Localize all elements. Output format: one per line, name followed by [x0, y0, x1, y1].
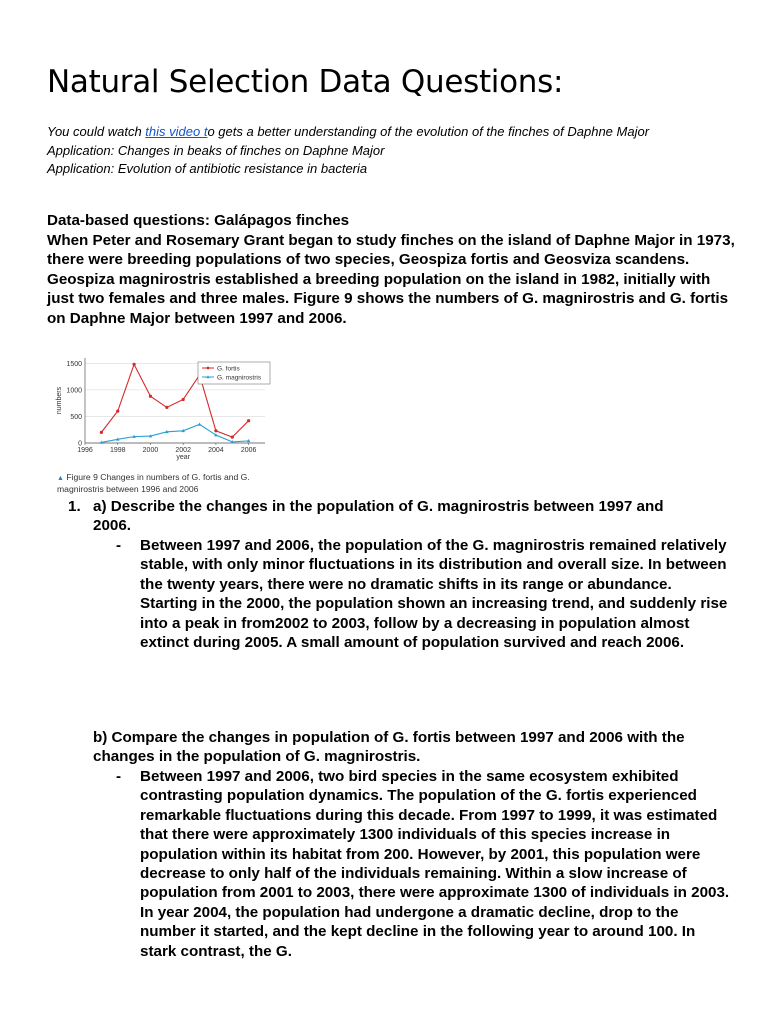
x-tick-label: 2002: [175, 447, 191, 454]
x-tick-label: 2004: [208, 447, 224, 454]
y-tick-label: 500: [70, 413, 82, 421]
y-tick-label: 0: [78, 440, 82, 448]
question-1b-text: b) Compare the changes in population of G. fortis between 1997 and 2006 with the changes in the population of G. magnirostris.: [93, 729, 685, 766]
question-1a: [68, 497, 708, 536]
y-tick-label: 1000: [66, 387, 82, 395]
data-point-g-fortis: [116, 410, 119, 413]
intro-notes: [47, 123, 727, 179]
question-1a-text: a) Describe the changes in the population of G. magnirostris between 1997 and 2006.: [93, 498, 664, 535]
data-point-g-fortis: [182, 398, 185, 401]
video-note-prefix: You could watch: [47, 124, 146, 139]
data-point-g-fortis: [214, 429, 217, 432]
video-link[interactable]: this video t: [145, 124, 208, 139]
answer-1b-text: Between 1997 and 2006, two bird species in the same ecosystem exhibited contrasting population dynamics. The population of the G. fortis experienced remarkable fluctuations during this decade. From 1997 to 1999, it was estimated that there were approximately 1300 individuals of this species increase in population within its habitat from 200. However, by 2001, this population were decrease to only half of the individuals remaining. Within a slow increase of population from 2001 to 2003, there were approximate 1300 of individuals in 2003. In year 2004, the population had undergone a dramatic decline, drop to the number it started, and the kept decline in the following year to around 100. In stark contrast, the G.: [140, 768, 730, 960]
data-point-g-fortis: [231, 436, 234, 439]
figure-caption: [57, 472, 297, 495]
legend-label: G. fortis: [217, 365, 240, 373]
answer-1a: [116, 536, 730, 652]
data-based-section: [47, 211, 737, 329]
video-note: [47, 123, 727, 142]
data-point-g-fortis: [100, 431, 103, 434]
question-1b: [93, 728, 733, 767]
x-tick-label: 1996: [77, 447, 93, 454]
application-note-beaks: Application: Changes in beaks of finches on Daphne Major: [47, 142, 385, 158]
legend-marker: [207, 367, 210, 370]
data-point-g-fortis: [247, 419, 250, 422]
answer-1b-bullet: -: [116, 768, 122, 785]
data-point-g-fortis: [149, 395, 152, 398]
answer-1a-bullet: -: [116, 537, 122, 554]
series-line-g-magnirostris: [101, 424, 248, 442]
population-line-chart: [55, 350, 295, 468]
data-point-g-fortis: [165, 406, 168, 409]
x-tick-label: 1998: [109, 447, 126, 454]
caption-triangle-icon: ▲: [57, 475, 64, 482]
x-tick-label: 2006: [240, 447, 257, 454]
page-title: Natural Selection Data Questions:: [47, 64, 564, 100]
data-point-g-fortis: [132, 363, 135, 366]
x-axis-label: year: [176, 454, 190, 461]
question-number: 1.: [68, 498, 81, 515]
y-tick-label: 1500: [66, 360, 82, 368]
legend-label: G. magnirostris: [217, 374, 262, 382]
y-axis-label: numbers: [56, 386, 63, 415]
application-note-antibiotic: Application: Evolution of antibiotic resistance in bacteria: [47, 161, 368, 176]
answer-1a-text: Between 1997 and 2006, the population of the G. magnirostris remained relatively stable, with only minor fluctuations in its distribution and overall size. In between the twenty years, there were no dramatic shifts in its range or abundance. Starting in the 2000, the population shown an increasing trend, and suddenly rise into a peak in from2002 to 2003, follow by a decreasing in population almost extinct during 2005. A small amount of population survived and reach 2006.: [140, 537, 728, 652]
section-paragraph: When Peter and Rosemary Grant began to study finches on the island of Daphne Major in 1973, there were breeding populations of two species, Geospiza fortis and Geosviza scandens. Geospiza magnirostris established a breeding population on the island in 1982, initially with just two females and three males. Figure 9 shows the numbers of G. magnirostris and G. fortis on Daphne Major between 1997 and 2006.: [47, 231, 735, 327]
data-point-g-magnirostris: [198, 423, 202, 426]
caption-text: Figure 9 Changes in numbers of G. fortis and G. magnirostris between 1996 and 2006: [57, 472, 250, 494]
video-note-suffix: o gets a better understanding of the evolution of the finches of Daphne Major: [207, 124, 650, 139]
section-heading: Data-based questions: Galápagos finches: [47, 212, 350, 229]
answer-1b: [116, 767, 730, 961]
x-tick-label: 2000: [142, 447, 159, 454]
